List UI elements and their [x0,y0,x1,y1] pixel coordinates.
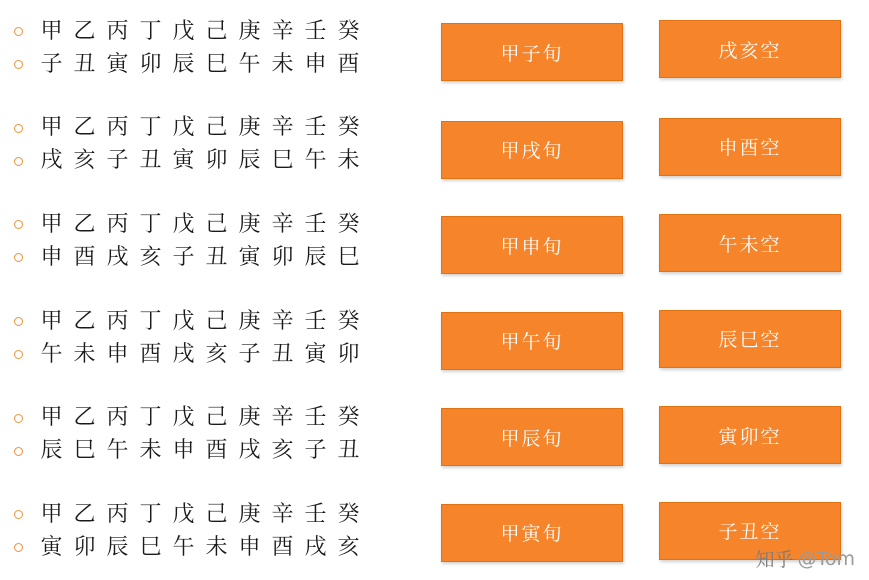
stem-char: 癸 [337,501,360,527]
branch-char: 酉 [205,438,228,464]
branch-char: 亥 [337,534,360,560]
stem-char: 己 [205,211,228,237]
branch-char: 未 [139,438,162,464]
stem-chars [35,210,365,240]
branch-char: 寅 [238,244,261,270]
branch-char: 申 [106,341,129,367]
stem-char: 乙 [73,308,96,334]
branch-char: 申 [172,438,195,464]
branch-char: 丑 [73,51,96,77]
bullet-icon [14,414,23,423]
branch-char: 申 [304,51,327,77]
stem-chars [35,403,365,433]
stem-char: 丙 [106,308,129,334]
stem-char: 丁 [139,115,162,141]
branch-line [14,531,400,564]
stem-line [14,15,400,48]
stem-char: 丙 [106,115,129,141]
stem-char: 庚 [238,115,261,141]
branch-char: 亥 [139,244,162,270]
branch-char: 寅 [172,148,195,174]
stem-line [14,112,400,145]
branch-char: 未 [73,341,96,367]
stem-char: 己 [205,115,228,141]
stem-char: 乙 [73,405,96,431]
watermark [755,545,855,572]
branch-char: 申 [40,244,63,270]
stem-branch-block [0,498,400,564]
bullet-icon [14,447,23,456]
branch-char: 申 [238,534,261,560]
stem-line [14,498,400,531]
stem-char: 庚 [238,211,261,237]
stem-char: 甲 [40,501,63,527]
stem-chars [35,307,365,337]
kong-box: 申酉空 [659,118,841,176]
xun-box: 甲寅旬 [441,504,623,562]
branch-char: 寅 [40,534,63,560]
stem-char: 癸 [337,308,360,334]
stem-char: 庚 [238,18,261,44]
branch-char: 午 [238,51,261,77]
branch-char: 丑 [337,438,360,464]
stem-char: 壬 [304,405,327,431]
stem-chars [35,500,365,530]
stem-char: 壬 [304,18,327,44]
table-row [0,0,869,97]
branch-line [14,241,400,274]
branch-chars [35,146,365,176]
stem-char: 己 [205,308,228,334]
stem-char: 壬 [304,501,327,527]
xun-box: 甲子旬 [441,23,623,81]
stem-char: 甲 [40,308,63,334]
stem-char: 乙 [73,211,96,237]
branch-line [14,435,400,468]
branch-char: 亥 [271,438,294,464]
stem-char: 壬 [304,308,327,334]
bullet-icon [14,253,23,262]
stem-branch-block [0,112,400,178]
stem-char: 己 [205,18,228,44]
branch-char: 巳 [205,51,228,77]
stem-char: 丙 [106,211,129,237]
stem-chars [35,17,365,47]
stem-char: 庚 [238,501,261,527]
branch-char: 戌 [172,341,195,367]
stem-char: 戊 [172,405,195,431]
branch-char: 丑 [271,341,294,367]
branch-char: 未 [271,51,294,77]
branch-char: 戌 [304,534,327,560]
branch-char: 寅 [304,341,327,367]
branch-char: 卯 [205,148,228,174]
branch-char: 亥 [73,148,96,174]
bullet-icon [14,510,23,519]
kong-box: 子丑空 [659,502,841,560]
branch-line [14,338,400,371]
stem-char: 丁 [139,501,162,527]
branch-char: 子 [238,341,261,367]
bullet-icon [14,27,23,36]
stem-char: 丙 [106,405,129,431]
stem-char: 戊 [172,308,195,334]
stem-char: 壬 [304,211,327,237]
stem-char: 乙 [73,18,96,44]
branch-char: 丑 [139,148,162,174]
stem-char: 戊 [172,115,195,141]
branch-char: 酉 [73,244,96,270]
bullet-icon [14,350,23,359]
branch-char: 卯 [271,244,294,270]
stem-chars [35,113,365,143]
stem-line [14,208,400,241]
branch-char: 丑 [205,244,228,270]
stem-branch-block [0,305,400,371]
stem-char: 辛 [271,501,294,527]
branch-char: 午 [40,341,63,367]
bullet-icon [14,124,23,133]
table-row [0,483,869,580]
branch-char: 戌 [40,148,63,174]
branch-char: 卯 [337,341,360,367]
stem-char: 乙 [73,501,96,527]
stem-branch-block [0,15,400,81]
branch-char: 午 [172,534,195,560]
branch-char: 亥 [205,341,228,367]
branch-char: 午 [106,438,129,464]
stem-char: 甲 [40,211,63,237]
branch-char: 子 [304,438,327,464]
stem-char: 癸 [337,18,360,44]
branch-char: 巳 [73,438,96,464]
bullet-icon [14,157,23,166]
stem-char: 辛 [271,115,294,141]
table-row [0,290,869,387]
branch-char: 辰 [40,438,63,464]
xun-box: 甲午旬 [441,312,623,370]
branch-char: 辰 [172,51,195,77]
branch-char: 卯 [139,51,162,77]
stem-line [14,305,400,338]
stem-char: 丁 [139,18,162,44]
stem-branch-block [0,402,400,468]
branch-line [14,48,400,81]
stem-char: 丙 [106,501,129,527]
bullet-icon [14,220,23,229]
branch-char: 子 [106,148,129,174]
branch-chars [35,243,365,273]
watermark-handle: @Tom [797,547,855,570]
branch-chars [35,436,365,466]
branch-chars [35,50,365,80]
branch-char: 辰 [304,244,327,270]
branch-char: 卯 [73,534,96,560]
branch-char: 酉 [271,534,294,560]
stem-char: 庚 [238,405,261,431]
stem-char: 丁 [139,405,162,431]
branch-char: 未 [205,534,228,560]
branch-char: 酉 [337,51,360,77]
stem-char: 己 [205,501,228,527]
kong-box: 寅卯空 [659,406,841,464]
stem-char: 辛 [271,308,294,334]
branch-char: 子 [40,51,63,77]
stem-char: 丁 [139,211,162,237]
branch-char: 戌 [106,244,129,270]
xun-box: 甲戌旬 [441,121,623,179]
branch-char: 巳 [271,148,294,174]
stem-char: 戊 [172,211,195,237]
stem-char: 癸 [337,115,360,141]
branch-char: 辰 [238,148,261,174]
stem-char: 辛 [271,18,294,44]
xun-box: 甲辰旬 [441,408,623,466]
kong-box: 戌亥空 [659,20,841,78]
stem-branch-block [0,208,400,274]
stem-char: 癸 [337,405,360,431]
stem-char: 癸 [337,211,360,237]
branch-char: 酉 [139,341,162,367]
branch-char: 午 [304,148,327,174]
branch-char: 巳 [337,244,360,270]
branch-char: 未 [337,148,360,174]
branch-char: 子 [172,244,195,270]
table-row [0,386,869,483]
watermark-site: 知乎 [755,549,794,571]
xun-box: 甲申旬 [441,216,623,274]
bullet-icon [14,317,23,326]
bullet-icon [14,60,23,69]
stem-char: 庚 [238,308,261,334]
branch-chars [35,340,365,370]
stem-char: 甲 [40,115,63,141]
stem-char: 辛 [271,211,294,237]
stem-char: 乙 [73,115,96,141]
stem-char: 丙 [106,18,129,44]
bullet-icon [14,543,23,552]
table-row [0,193,869,290]
branch-char: 巳 [139,534,162,560]
kong-box: 午未空 [659,214,841,272]
stem-char: 甲 [40,18,63,44]
branch-char: 辰 [106,534,129,560]
stem-char: 己 [205,405,228,431]
stem-char: 壬 [304,115,327,141]
stem-line [14,402,400,435]
branch-char: 戌 [238,438,261,464]
branch-chars [35,533,365,563]
branch-line [14,145,400,178]
stem-char: 戊 [172,501,195,527]
kong-box: 辰巳空 [659,310,841,368]
stem-char: 甲 [40,405,63,431]
stem-char: 辛 [271,405,294,431]
branch-char: 寅 [106,51,129,77]
stem-char: 戊 [172,18,195,44]
stem-char: 丁 [139,308,162,334]
table-row [0,97,869,194]
